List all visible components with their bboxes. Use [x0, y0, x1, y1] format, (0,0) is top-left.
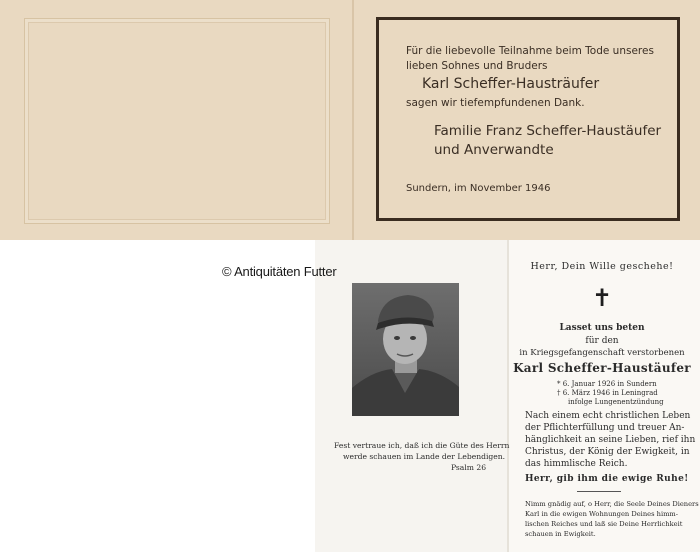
death-date: † 6. März 1946 in Leningrad: [557, 389, 658, 397]
closing-prayer-4: schauen in Ewigkeit.: [525, 530, 596, 538]
card-family-2: und Anverwandte: [434, 142, 554, 158]
closing-prayer-2: Karl in die ewigen Wohnungen Deines himm-: [525, 510, 679, 518]
embossed-frame: [24, 18, 330, 224]
eulogy-line-2: der Pflichterfüllung und treuer An-: [525, 423, 685, 433]
copyright-watermark: © Antiquitäten Futter: [222, 264, 337, 279]
pray-line-2: für den: [585, 336, 619, 346]
eulogy-line-4: Christus, der König der Ewigkeit, in: [525, 447, 690, 457]
card-line-3: sagen wir tiefempfundenen Dank.: [406, 97, 585, 109]
card-line-1: Für die liebevolle Teilnahme beim Tode unseres: [406, 45, 654, 57]
pray-line-3: in Kriegsgefangenschaft verstorbenen: [519, 348, 685, 358]
psalm-reference: Psalm 26: [451, 463, 487, 472]
card-fold: [352, 0, 354, 240]
psalm-line-2: werde schauen im Lande der Lebendigen.: [343, 452, 506, 461]
portrait-photo: [352, 283, 459, 416]
psalm-line-1: Fest vertraue ich, daß ich die Güte des Herrn: [334, 441, 510, 450]
card-line-2: lieben Sohnes und Bruders: [406, 60, 548, 72]
pray-line-1: Lasset uns beten: [559, 323, 645, 333]
soldier-portrait-image: [352, 283, 459, 416]
deceased-name: Karl Scheffer-Haustäufer: [513, 361, 691, 375]
card-family-1: Familie Franz Scheffer-Haustäufer: [434, 123, 662, 139]
death-cause: infolge Lungenentzündung: [568, 398, 664, 406]
eulogy-line-3: hänglichkeit an seine Lieben, rief ihn: [525, 435, 696, 445]
eulogy-line-1: Nach einem echt christlichen Leben: [525, 411, 691, 421]
closing-prayer-1: Nimm gnädig auf, o Herr, die Seele Deines Dieners: [525, 500, 699, 508]
separator-line: [577, 491, 621, 492]
eulogy-line-5: das himmlische Reich.: [525, 459, 628, 469]
closing-prayer-3: lischen Reiches und laß sie Deine Herrlichkeit: [525, 520, 683, 528]
card-name: Karl Scheffer-Hausträufer: [422, 76, 600, 92]
card-place-date: Sundern, im November 1946: [406, 183, 551, 194]
final-prayer: Herr, gib ihm die ewige Ruhe!: [525, 474, 689, 484]
panel-heading: Herr, Dein Wille geschehe!: [530, 261, 674, 272]
birth-date: * 6. Januar 1926 in Sundern: [557, 380, 657, 388]
cross-icon: ✝: [591, 284, 613, 312]
